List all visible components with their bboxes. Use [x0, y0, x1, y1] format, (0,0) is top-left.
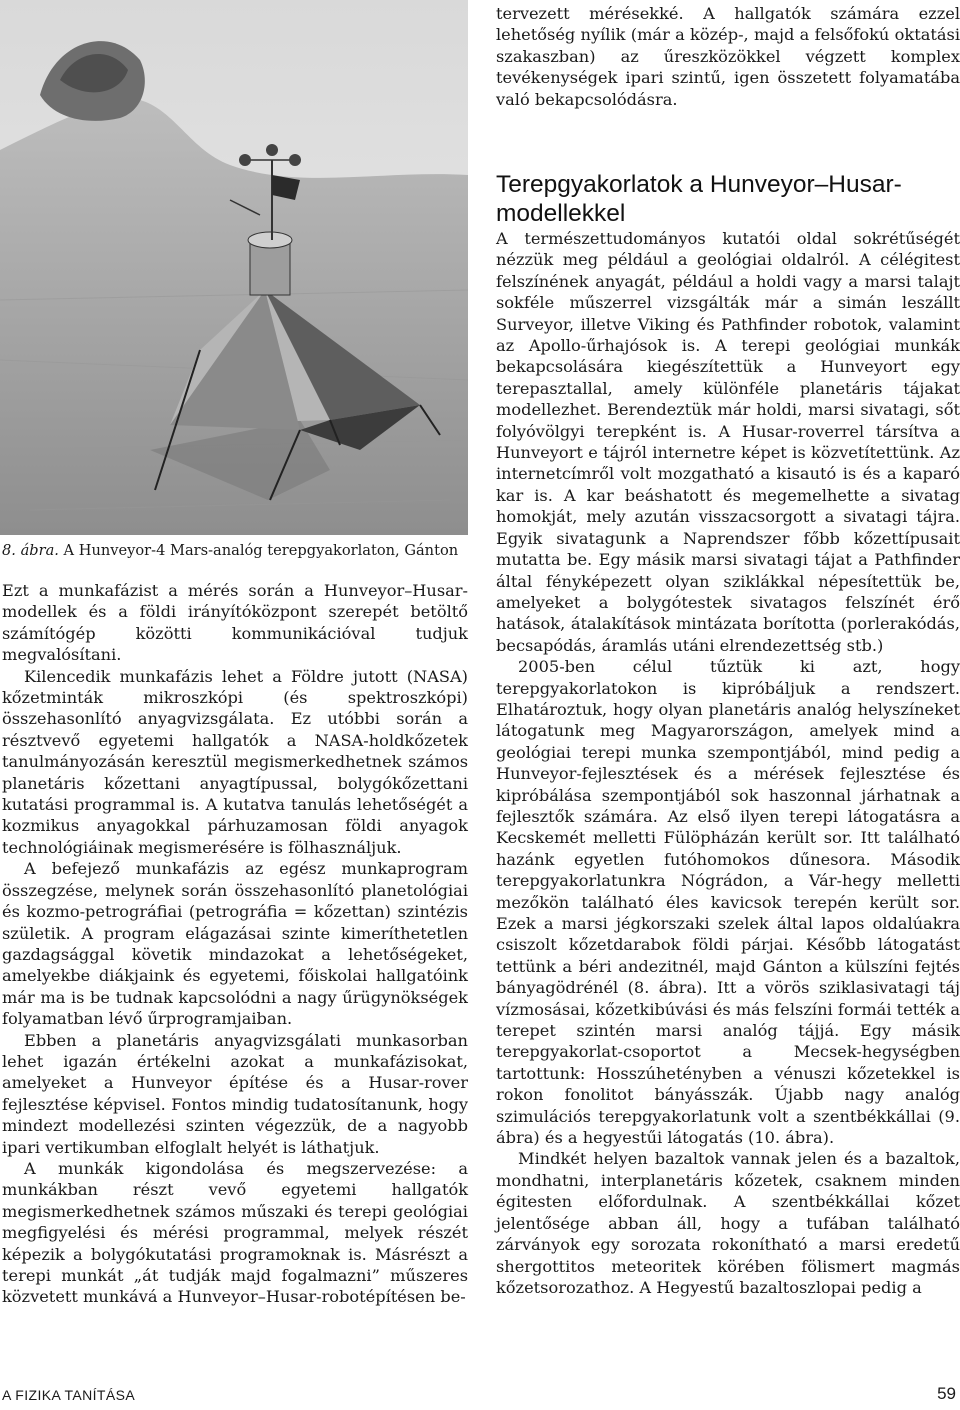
section-heading: Terepgyakorlatok a Hunveyor–Husar-modellekkel [496, 171, 902, 228]
paragraph: Ezt a munkafázist a mérés során a Hunveyor–Husar-modellek és a földi irányítóközpont szerepét betöltő számítógép közötti kommunikációval tudjuk megvalósítani. [2, 581, 468, 665]
paragraph: Ebben a planetáris anyagvizsgálati munkasorban lehet igazán értékelni azokat a munkafázisokat, amelyeket a Hunveyor építése és a Husar-rover fejlesztése képvisel. Fontos mindig tudatosítanunk, hogy mindezt modellezési szinten végezzük, de a nagyobb ipari vertikumban elfoglalt helyét is láthatjuk. [2, 1030, 468, 1157]
paragraph: Kilencedik munkafázis lehet a Földre jutott (NASA) kőzetminták mikroszkópi (és spektroszkópi) összehasonlító anyagvizsgálata. Ez utóbbi során a résztvevő egyetemi hallgatók a NASA-holdkőzetek tanulmányozásán keresztül megismerkedhetnek számos planetáris kőzettani anyagtípussal, bolygókőzettani kutatási programmal is. A kutatva tanulás lehetőségét a kozmikus anyagokkal párhuzamosan földi anyagok technológiáinak megismerésére is fölhasználjuk. [2, 666, 468, 857]
figure-caption [2, 541, 468, 561]
paragraph: tervezett mérésekké. A hallgatók számára ezzel lehetőség nyílik (már a közép-, majd a felsőfokú oktatási szakaszban) az űreszközökkel végzett komplex tevékenységek ipari szintű, igen összetett folyamatába való bekapcsolódásra. [496, 4, 960, 109]
figure-number: 8. ábra. [2, 542, 59, 559]
hunveyor-lander-photo [0, 0, 468, 535]
paragraph: Mindkét helyen bazaltok vannak jelen és a bazaltok, mondhatni, interplanetáris kőzetek, csaknem minden égitesten előfordulnak. A szentbékkállai kőzet jelentősége abban áll, hogy a tufában található zárványok egy sorozata rokonítható a marsi eredetű shergottitos meteoritek körében fölismert magmás kőzetsorozathoz. A Hegyestű bazaltoszlopai pedig a [496, 1149, 960, 1297]
paragraph: 2005-ben célul tűztük ki azt, hogy terepgyakorlatokon is kipróbáljuk a rendszert. Elhatároztuk, hogy olyan planetáris analóg helyszíneket látogatunk meg Magyarországon, amelyek mind a geológiai terepi munka szempontjából, mind pedig a Hunveyor-fejlesztések és a mérések fejlesztése és kipróbálása szempontjából sok haszonnal járhatnak a fejlesztők számára. Az első ilyen terepi látogatásra a Kecskemét melletti Fülöpházán került sor. Itt található hazánk egyetlen futóhomokos dűnesora. Második terepgyakorlatunkra Nógrádon, a Vár-hegy melletti mezőkön található éles kavicsok terepén került sor. Ezek a marsi jégkorszaki szelek által lapos oldalúakra csiszolt kőzetdarabok földi párjai. Később látogatást tettünk a béri andezitnél, majd Gánton a külszíni fejtés bányagödrénél (8. ábra). Itt a vörös sziklasivatagi táj vízmosásai, kőzetkibúvási és más felszíni formái tették a terepet szintén marsi analóg tájjá. Egy másik terepgyakorlat-csoportot a Mecsek-hegységben tartottunk: Hosszúhetényben a vénuszi kőzetekkel is rokon fonolitot bányásszák. Újabb nagy analóg szimulációs terepgyakorlatunk volt a szentbékkállai (9. ábra) és a hegyestűi látogatás (10. ábra). [496, 657, 960, 1148]
right-column-continuation [496, 3, 960, 110]
journal-name: A FIZIKA TANÍTÁSA [2, 1387, 136, 1403]
paragraph: A természettudományos kutatói oldal sokrétűségét nézzük meg például a geológiai oldalról. A célégitest felszínének anyagát, például a holdi vagy a marsi talajt sokféle műszerrel vizsgálták már a simán leszállt Surveyor, illetve Viking és Pathfinder robotok, valamint az Apollo-űrhajósok is. A terepi geológiai munkák bekapcsolására kiegészítettük a Hunveyort egy terepasztallal, amely különféle planetáris tájakat modellezhet. Berendeztük már holdi, marsi sivatagi, sőt folyóvölgyi terepként is. A Husar-roverrel társítva a Hunveyort e tájról internetre képet is közvetítettünk. Az internetcímről volt mozgatható a kisautó is és a kaparó kar is. A kar beáshatott és megemelhette a sivatag homokját, mely azután visszacsorgott a sivatagi tájra. Egyik sivatagunk a Naprendszer főbb kőzettípusait mutatta be. Egy másik marsi sivatagi tájat a Pathfinder által fényképezett olyan sziklákkal népesítettük be, amelyeket a bolygótestek sivatagos felszínét érő hatások, átalakítások mintázata borította (porlerakódás, becsapódás, áramlás utáni elrendezettség stb.) [496, 229, 960, 655]
right-column [496, 228, 960, 1298]
figure-photo [0, 0, 468, 535]
paragraph: A munkák kigondolása és megszervezése: a munkákban részt vevő egyetemi hallgatók megismerkedhetnek számos műszaki és terepi geológiai megfigyelési és mérési programmal, melyek részét képezik a bolygókutatási programoknak is. Másrészt a terepi munkát „át tudják majd fogalmazni” műszeres közvetett munkává a Hunveyor–Husar-robotépítésen be- [2, 1158, 468, 1307]
left-column [2, 580, 468, 1308]
figure-caption-text: A Hunveyor-4 Mars-analóg terepgyakorlaton, Gánton [58, 542, 459, 559]
page-number: 59 [937, 1384, 956, 1403]
paragraph: A befejező munkafázis az egész munkaprogram összegzése, melynek során összehasonlító planetológiai és kozmo-petrográfiai (petrográfia = kőzettan) szintézis születik. A program elágazásai szinte kimeríthetetlen gazdagsággal követik mindazokat a lehetőségeket, amelyekbe diákjaink és egyetemi, főiskolai hallgatóink már ma is be tudnak kapcsolódni a nagy űrügynökségek folyamatban lévő űrprogramjaiban. [2, 859, 468, 1029]
